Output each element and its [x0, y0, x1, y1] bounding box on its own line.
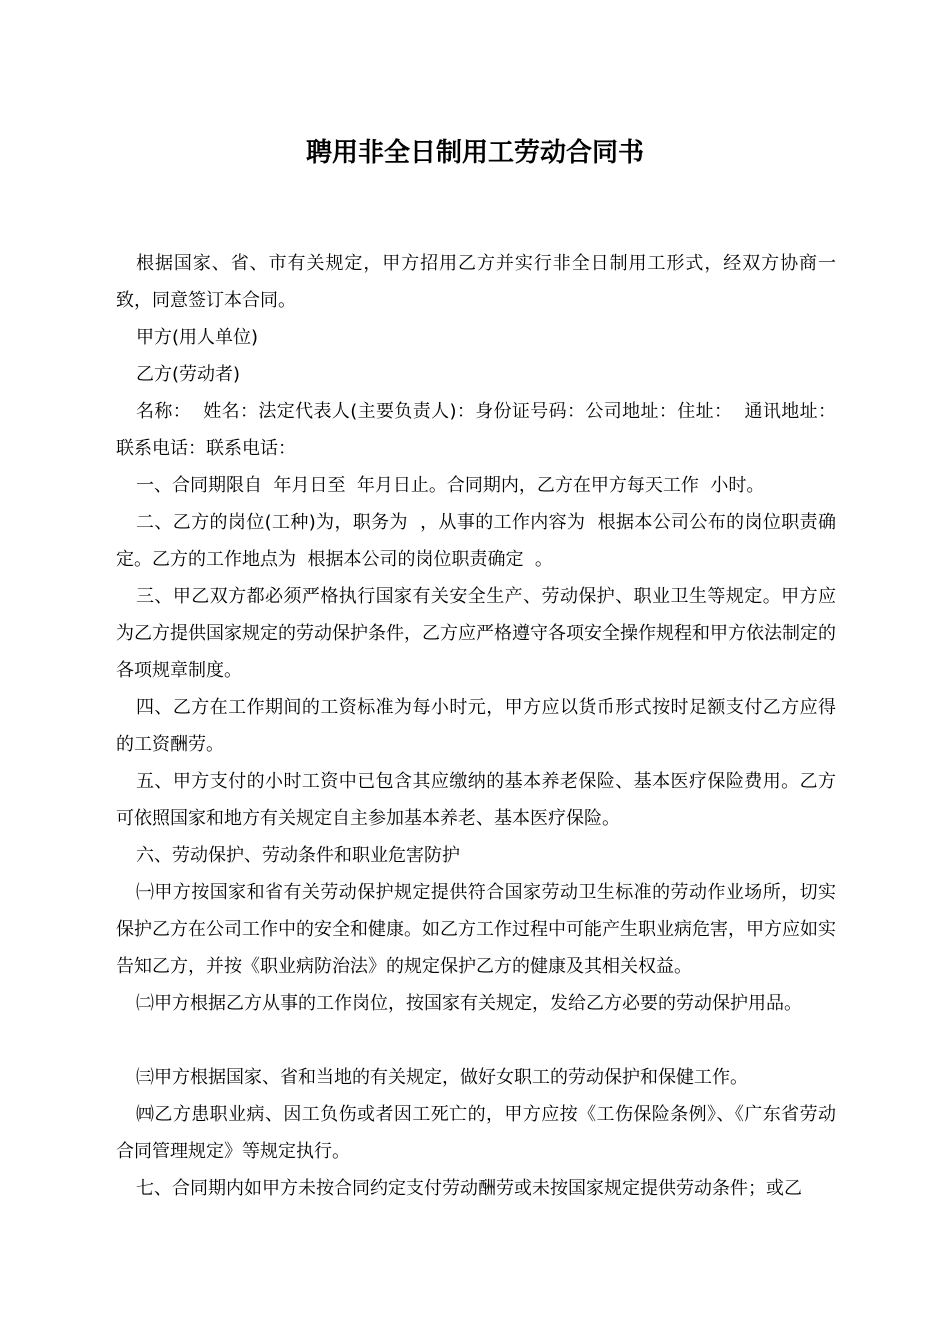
paragraph-party-b: 乙方(劳动者)	[136, 364, 241, 385]
document-body	[116, 245, 836, 1207]
paragraph-clause-5: 五、甲方支付的小时工资中已包含其应缴纳的基本养老保险、基本医疗保险费用。乙方可依照国家和地方有关规定自主参加基本养老、基本医疗保险。	[116, 771, 836, 829]
paragraph-clause-6-2: ㈡甲方根据乙方从事的工作岗位，按国家有关规定，发给乙方必要的劳动保护用品。	[136, 993, 802, 1014]
paragraph-clause-7: 七、合同期内如甲方未按合同约定支付劳动酬劳或未按国家规定提供劳动条件；或乙	[136, 1178, 802, 1199]
paragraph-clause-6-4: ㈣乙方患职业病、因工负伤或者因工死亡的，甲方应按《工伤保险条例》、《广东省劳动合同管理规定》等规定执行。	[116, 1104, 836, 1162]
paragraph-spacer	[116, 1022, 836, 1059]
paragraph-clause-3: 三、甲乙双方都必须严格执行国家有关安全生产、劳动保护、职业卫生等规定。甲方应为乙方提供国家规定的劳动保护条件，乙方应严格遵守各项安全操作规程和甲方依法制定的各项规章制度。	[116, 586, 836, 681]
paragraph-party-a: 甲方(用人单位)	[136, 327, 259, 348]
paragraph-clause-4: 四、乙方在工作期间的工资标准为每小时元，甲方应以货币形式按时足额支付乙方应得的工资酬劳。	[116, 697, 836, 755]
paragraph-clause-2: 二、乙方的岗位(工种)为，职务为 ，从事的工作内容为 根据本公司公布的岗位职责确定。乙方的工作地点为 根据本公司的岗位职责确定 。	[116, 512, 836, 570]
paragraph-clause-6: 六、劳动保护、劳动条件和职业危害防护	[136, 845, 460, 866]
paragraph-clause-1: 一、合同期限自 年月日至 年月日止。合同期内，乙方在甲方每天工作 小时。	[136, 475, 765, 496]
paragraph-clause-6-3: ㈢甲方根据国家、省和当地的有关规定，做好女职工的劳动保护和保健工作。	[136, 1067, 748, 1088]
document-title: 聘用非全日制用工劳动合同书	[305, 138, 644, 168]
paragraph-party-details: 名称： 姓名：法定代表人(主要负责人)：身份证号码：公司地址：住址： 通讯地址：联系电话：联系电话：	[116, 401, 836, 459]
paragraph-clause-6-1: ㈠甲方按国家和省有关劳动保护规定提供符合国家劳动卫生标准的劳动作业场所，切实保护乙方在公司工作中的安全和健康。如乙方工作过程中可能产生职业病危害，甲方应如实告知乙方，并按《职业病防治法》的规定保护乙方的健康及其相关权益。	[116, 882, 836, 977]
paragraph-preamble: 根据国家、省、市有关规定，甲方招用乙方并实行非全日制用工形式，经双方协商一致，同意签订本合同。	[116, 253, 836, 311]
